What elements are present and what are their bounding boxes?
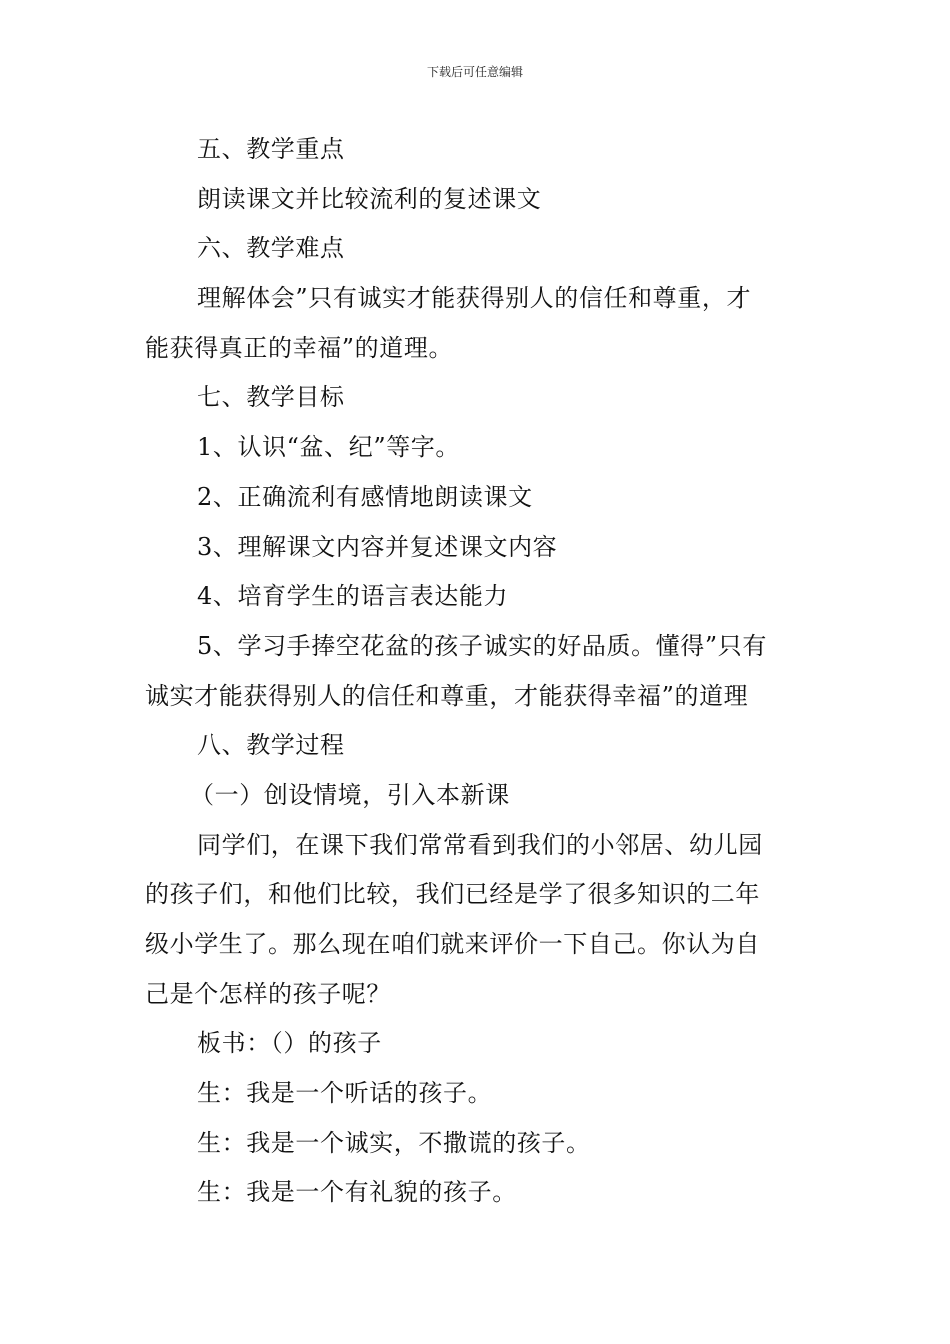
paragraph-line: 同学们，在课下我们常常看到我们的小邻居、幼儿园 (197, 830, 763, 859)
paragraph-line: 朗读课文并比较流利的复述课文 (197, 184, 542, 213)
section-heading-7: 七、教学目标 (197, 383, 345, 412)
document-body (145, 125, 805, 1218)
paragraph-line: 生：我是一个听话的孩子。 (197, 1079, 493, 1108)
paragraph-line: 己是个怎样的孩子呢？ (145, 979, 391, 1008)
list-item: 3、理解课文内容并复述课文内容 (197, 532, 558, 561)
paragraph-line: 的孩子们，和他们比较，我们已经是学了很多知识的二年 (145, 880, 760, 909)
paragraph-line: 生：我是一个诚实，不撒谎的孩子。 (197, 1128, 591, 1157)
paragraph-line: 生：我是一个有礼貌的孩子。 (197, 1178, 517, 1207)
paragraph-line: 能获得真正的幸福”的道理。 (145, 333, 454, 362)
paragraph-line: 级小学生了。那么现在咱们就来评价一下自己。你认为自 (145, 930, 760, 958)
paragraph-line: 理解体会”只有诚实才能获得别人的信任和尊重，才 (197, 284, 752, 313)
list-item: 1、认识“盆、纪”等字。 (197, 433, 461, 462)
section-heading-5: 五、教学重点 (197, 135, 345, 163)
list-item: 5、学习手捧空花盆的孩子诚实的好品质。懂得”只有 (197, 631, 767, 660)
list-item-continuation: 诚实才能获得别人的信任和尊重，才能获得幸福”的道理 (145, 681, 749, 710)
list-item: 4、培育学生的语言表达能力 (197, 582, 509, 611)
page-header: 下载后可任意编辑 (426, 65, 523, 79)
section-heading-6: 六、教学难点 (197, 234, 345, 263)
list-item: 2、正确流利有感情地朗读课文 (197, 482, 533, 511)
paragraph-line: 板书：（）的孩子 (197, 1029, 382, 1058)
section-heading-8: 八、教学过程 (197, 731, 345, 760)
subsection-heading: （一）创设情境，引入本新课 (190, 780, 510, 809)
